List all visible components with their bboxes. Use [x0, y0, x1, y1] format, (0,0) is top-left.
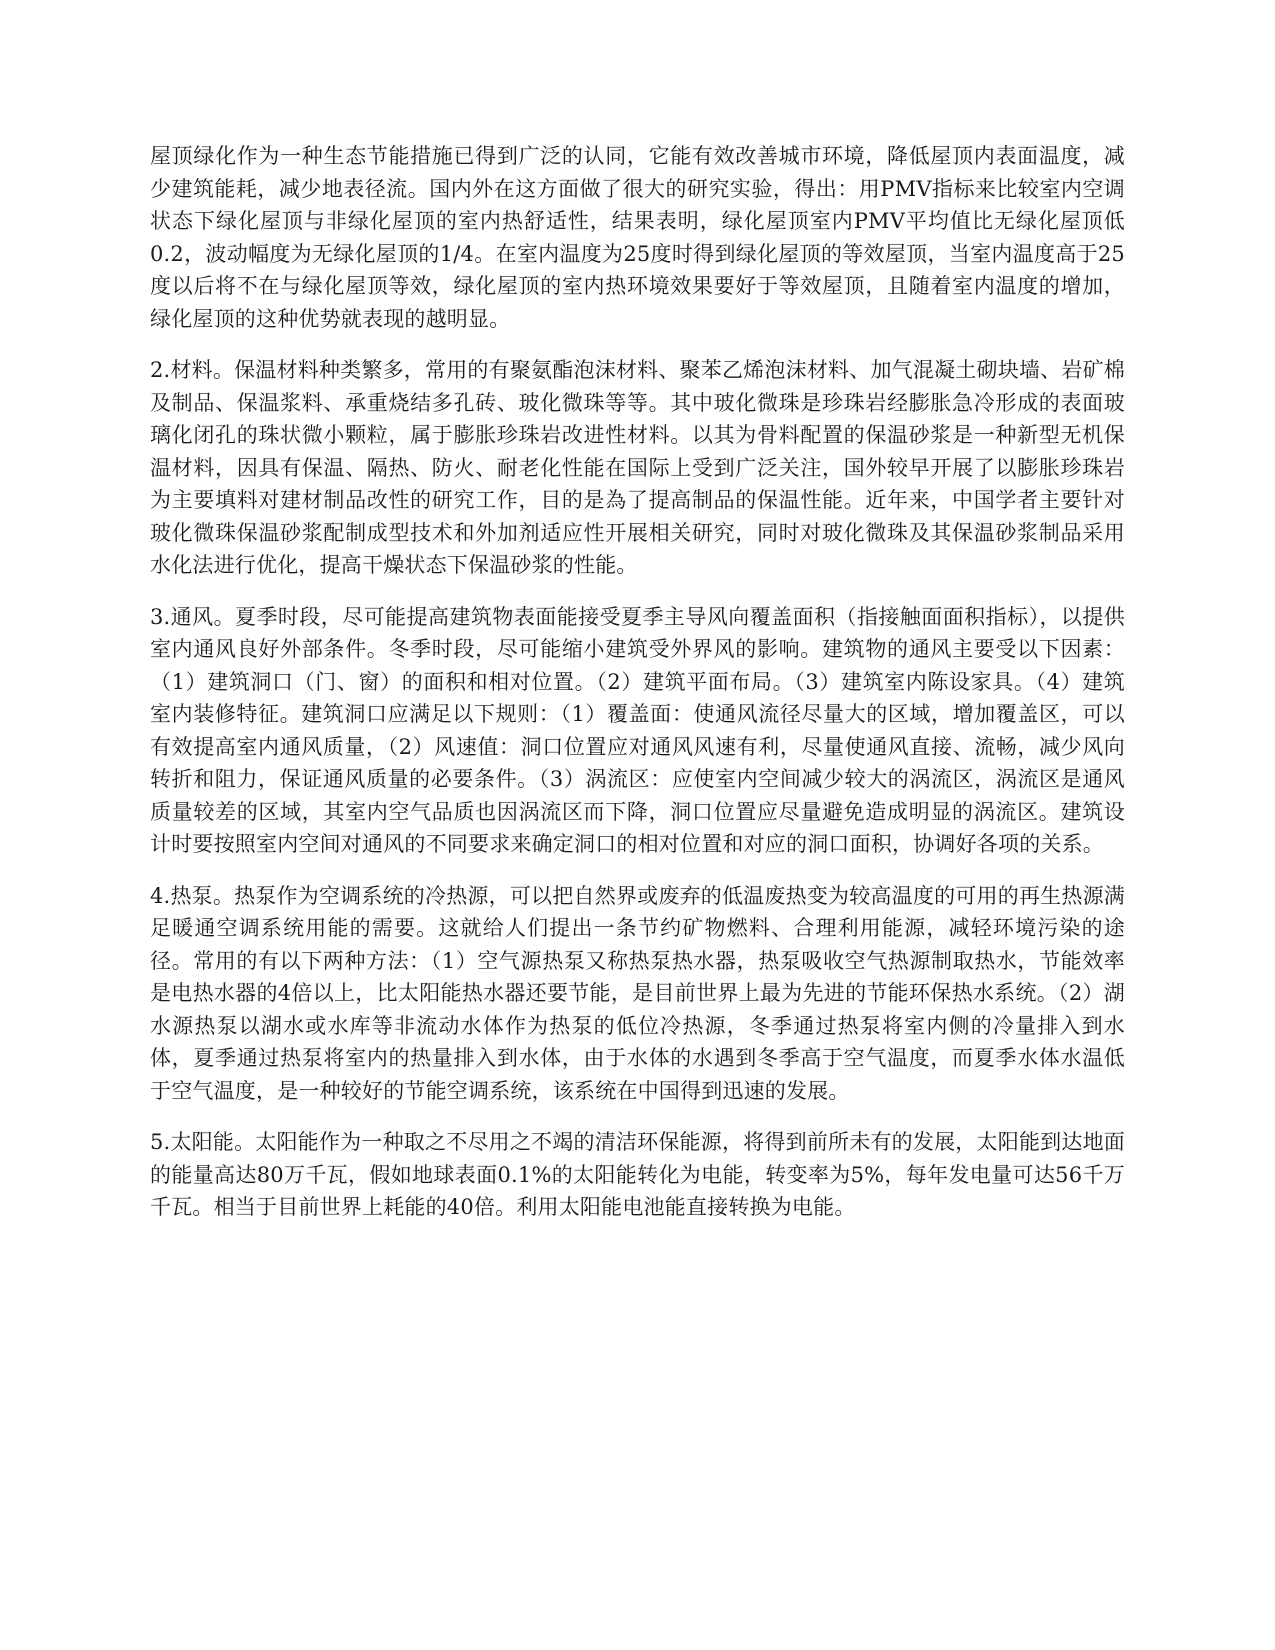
paragraph-green-roof: 屋顶绿化作为一种生态节能措施已得到广泛的认同，它能有效改善城市环境，降低屋顶内表面温度，减少建筑能耗，减少地表径流。国内外在这方面做了很大的研究实验，得出：用PMV指标来比较室内空调状态下绿化屋顶与非绿化屋顶的室内热舒适性，结果表明，绿化屋顶室内PMV平均值比无绿化屋顶低0.2，波动幅度为无绿化屋顶的1/4。在室内温度为25度时得到绿化屋顶的等效屋顶，当室内温度高于25度以后将不在与绿化屋顶等效，绿化屋顶的室内热环境效果要好于等效屋顶，且随着室内温度的增加，绿化屋顶的这种优势就表现的越明显。 — [150, 144, 1125, 331]
paragraph-solar-energy: 5.太阳能。太阳能作为一种取之不尽用之不竭的清洁环保能源，将得到前所未有的发展，太阳能到达地面的能量高达80万千瓦，假如地球表面0.1%的太阳能转化为电能，转变率为5%，每年发电量可达56千万千瓦。相当于目前世界上耗能的40倍。利用太阳能电池能直接转换为电能。 — [150, 1130, 1125, 1219]
paragraph-ventilation: 3.通风。夏季时段，尽可能提高建筑物表面能接受夏季主导风向覆盖面积（指接触面面积指标），以提供室内通风良好外部条件。冬季时段，尽可能缩小建筑受外界风的影响。建筑物的通风主要受以下因素：（1）建筑洞口（门、窗）的面积和相对位置。（2）建筑平面布局。（3）建筑室内陈设家具。（4）建筑室内装修特征。建筑洞口应满足以下规则：（1）覆盖面：使通风流径尽量大的区域，增加覆盖区，可以有效提高室内通风质量，（2）风速值：洞口位置应对通风风速有利，尽量使通风直接、流畅，减少风向转折和阻力，保证通风质量的必要条件。（3）涡流区：应使室内空间减少较大的涡流区，涡流区是通风质量较差的区域，其室内空气品质也因涡流区而下降，洞口位置应尽量避免造成明显的涡流区。建筑设计时要按照室内空间对通风的不同要求来确定洞口的相对位置和对应的洞口面积，协调好各项的关系。 — [150, 604, 1125, 856]
paragraph-heat-pump: 4.热泵。热泵作为空调系统的冷热源，可以把自然界或废弃的低温废热变为较高温度的可用的再生热源满足暖通空调系统用能的需要。这就给人们提出一条节约矿物燃料、合理利用能源，减轻环境污染的途径。常用的有以下两种方法：（1）空气源热泵又称热泵热水器，热泵吸收空气热源制取热水，节能效率是电热水器的4倍以上，比太阳能热水器还要节能，是目前世界上最为先进的节能环保热水系统。（2）湖水源热泵以湖水或水库等非流动水体作为热泵的低位冷热源，冬季通过热泵将室内侧的冷量排入到水体，夏季通过热泵将室内的热量排入到水体，由于水体的水遇到冬季高于空气温度，而夏季水体水温低于空气温度，是一种较好的节能空调系统，该系统在中国得到迅速的发展。 — [150, 883, 1125, 1103]
paragraph-materials: 2.材料。保温材料种类繁多，常用的有聚氨酯泡沫材料、聚苯乙烯泡沫材料、加气混凝土砌块墙、岩矿棉及制品、保温浆料、承重烧结多孔砖、玻化微珠等等。其中玻化微珠是珍珠岩经膨胀急冷形成的表面玻璃化闭孔的珠状微小颗粒，属于膨胀珍珠岩改进性材料。以其为骨料配置的保温砂浆是一种新型无机保温材料，因具有保温、隔热、防火、耐老化性能在国际上受到广泛关注，国外较早开展了以膨胀珍珠岩为主要填料对建材制品改性的研究工作，目的是為了提高制品的保温性能。近年来，中国学者主要针对玻化微珠保温砂浆配制成型技术和外加剂适应性开展相关研究，同时对玻化微珠及其保温砂浆制品采用水化法进行优化，提高干燥状态下保温砂浆的性能。 — [150, 358, 1125, 577]
document-body — [150, 140, 1125, 1243]
